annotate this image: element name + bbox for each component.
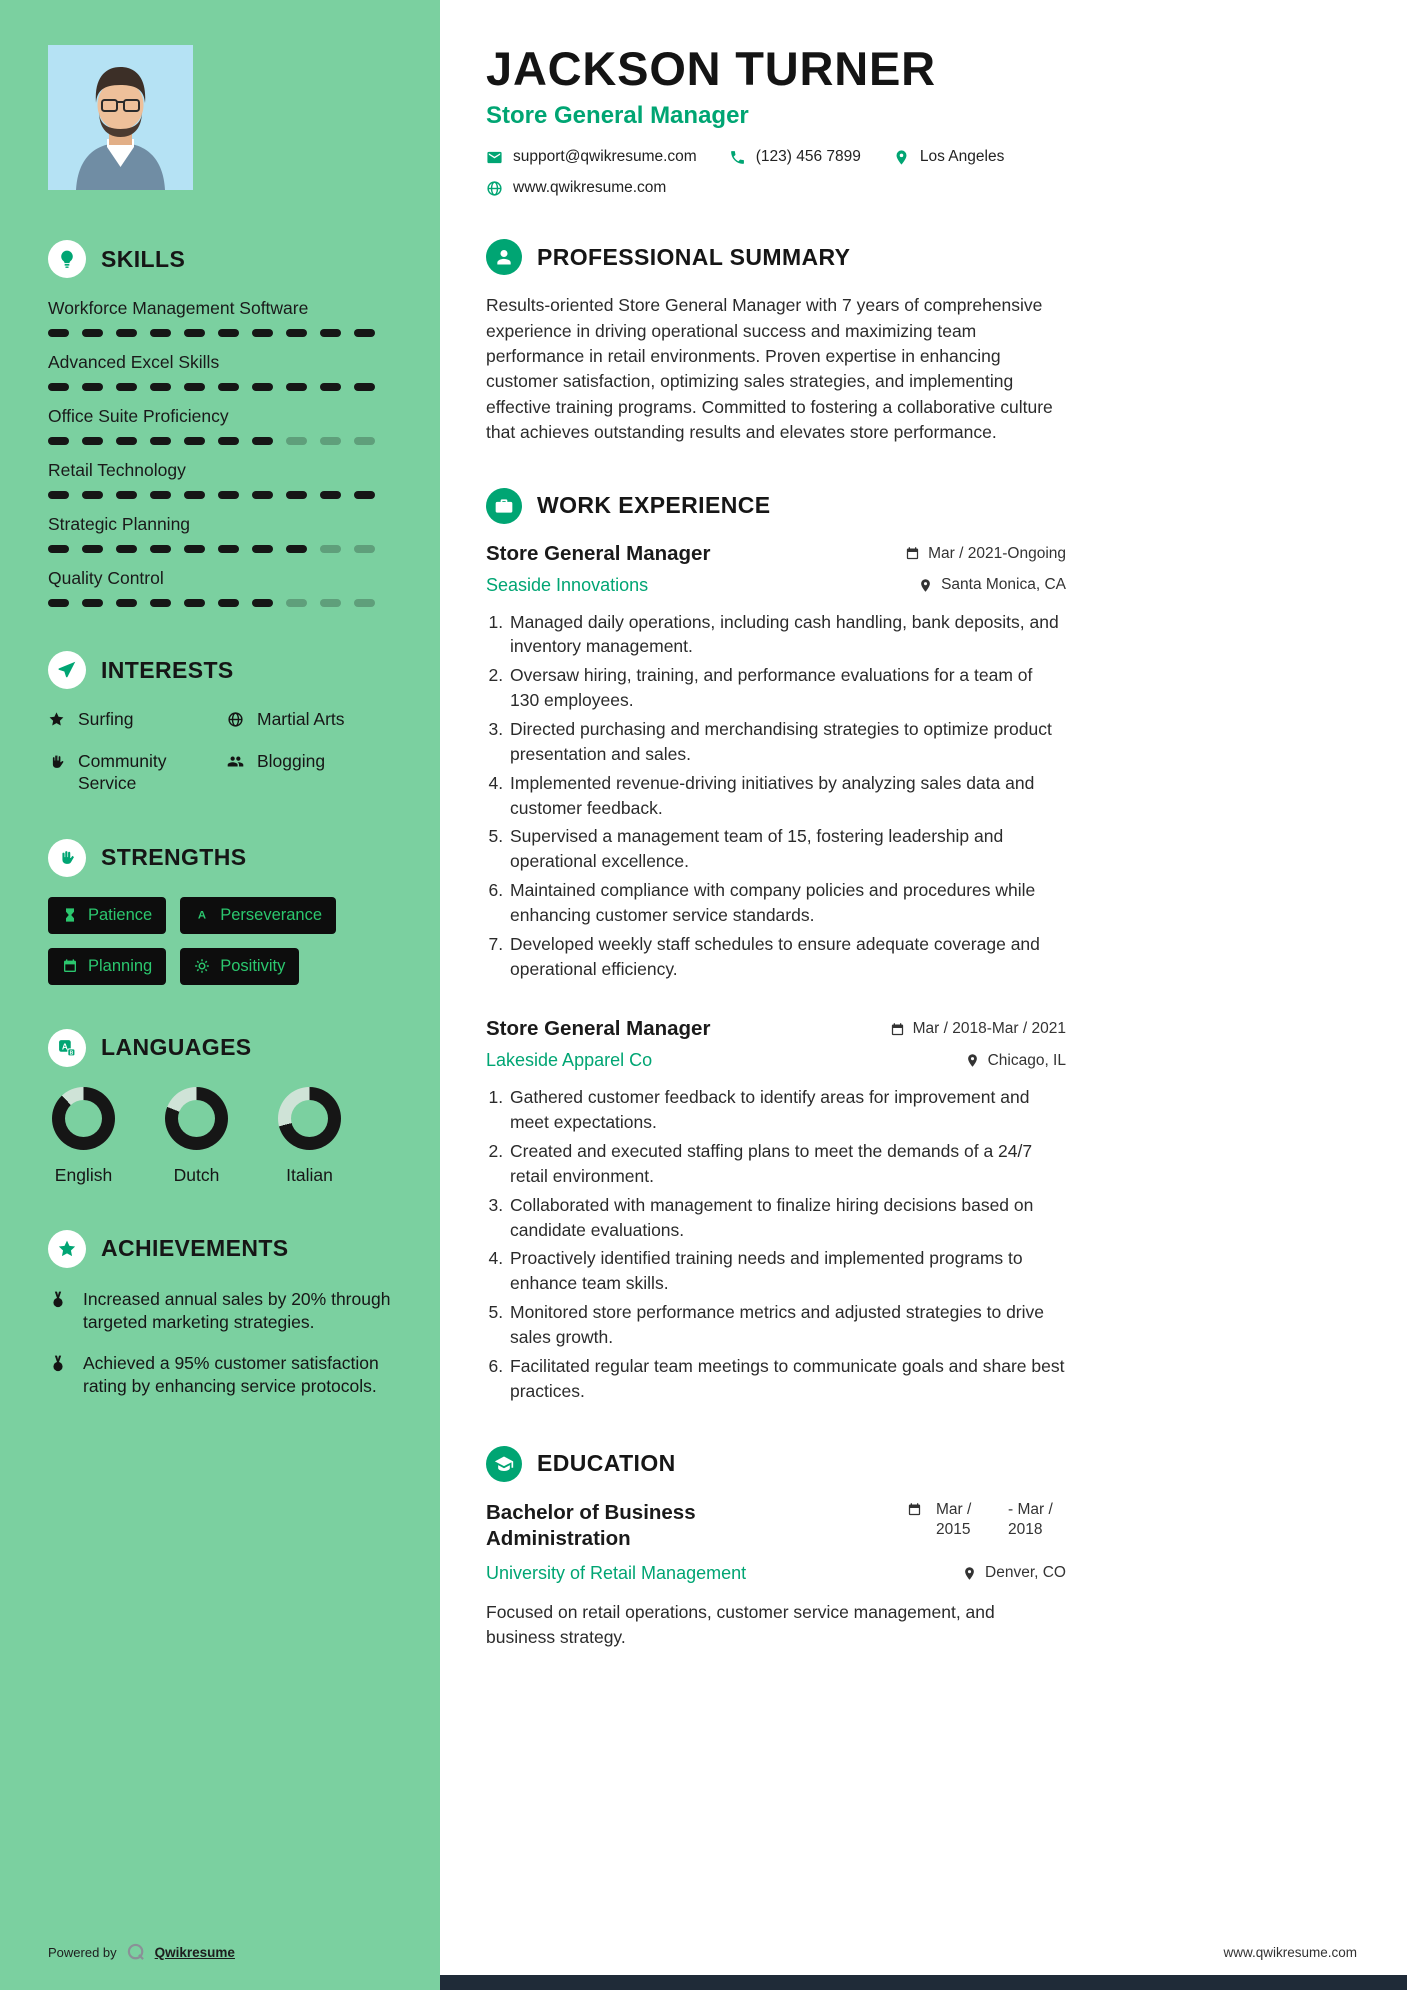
hourglass-icon — [62, 907, 78, 923]
skill-dash — [320, 437, 341, 445]
skill-dash — [82, 545, 103, 553]
skill-dash — [116, 329, 137, 337]
bottom-accent-bar — [440, 1975, 1407, 1990]
skill-label: Office Suite Proficiency — [48, 406, 229, 426]
job-dates — [890, 1020, 1066, 1038]
skill-dash — [286, 329, 307, 337]
skills-list — [48, 298, 396, 607]
skill-dash — [286, 383, 307, 391]
skill-dash — [116, 491, 137, 499]
achievement-item — [48, 1352, 396, 1399]
skill-dash — [184, 437, 205, 445]
job-bullet: 2. Oversaw hiring, training, and performance evaluations for a team of 130 employees. — [508, 663, 1066, 713]
skill-dash — [184, 545, 205, 553]
contact-email[interactable] — [486, 148, 697, 166]
skill-dash — [218, 437, 239, 445]
summary-heading: PROFESSIONAL SUMMARY — [537, 243, 851, 270]
skill-item — [48, 568, 396, 607]
job-company: Seaside Innovations — [486, 574, 649, 595]
translate-icon — [48, 1029, 86, 1067]
job-location-text: Santa Monica, CA — [941, 576, 1066, 594]
job-dates-text: Mar / 2021-Ongoing — [928, 544, 1066, 562]
skill-item — [48, 514, 396, 553]
job-bullet: 3. Directed purchasing and merchandising strategies to optimize product presentation and sales. — [508, 717, 1066, 767]
skill-dash — [150, 545, 171, 553]
strengths-heading: STRENGTHS — [101, 844, 247, 871]
interest-item — [227, 751, 396, 795]
skill-dash — [354, 383, 375, 391]
users-icon — [227, 753, 244, 770]
education-date-start: Mar / 2015 — [936, 1500, 972, 1539]
skill-dash — [218, 545, 239, 553]
contact-phone[interactable] — [729, 148, 861, 166]
pin-icon — [918, 578, 933, 593]
language-item — [165, 1087, 228, 1186]
languages-heading: LANGUAGES — [101, 1034, 252, 1061]
skill-dash — [320, 329, 341, 337]
skill-dash — [218, 599, 239, 607]
skill-dash — [354, 437, 375, 445]
skill-dash — [354, 329, 375, 337]
calendar-icon — [890, 1022, 905, 1037]
achievements-heading: ACHIEVEMENTS — [101, 1235, 289, 1262]
job-location — [965, 1052, 1066, 1070]
powered-by-label: Powered by — [48, 1944, 117, 1960]
summary-section — [486, 239, 1066, 445]
skill-dash — [82, 437, 103, 445]
location-text: Los Angeles — [919, 148, 1005, 166]
profile-photo — [48, 45, 193, 190]
interest-label: Blogging — [257, 750, 326, 771]
email-text: support@qwikresume.com — [513, 148, 697, 166]
education-location-text: Denver, CO — [985, 1564, 1066, 1582]
contact-row — [486, 148, 1066, 166]
qwikresume-logo-icon — [126, 1942, 146, 1962]
main-content — [440, 0, 1407, 1990]
skill-dash — [252, 437, 273, 445]
interests-heading: INTERESTS — [101, 656, 234, 683]
gear-icon — [194, 958, 210, 974]
strength-badge — [180, 948, 299, 985]
education-dates — [907, 1500, 1066, 1542]
calendar-icon — [62, 958, 78, 974]
skill-dash — [184, 383, 205, 391]
experience-section — [486, 488, 1066, 1404]
skill-label: Advanced Excel Skills — [48, 352, 220, 372]
skill-level-bar — [48, 545, 396, 553]
strength-badge — [48, 948, 166, 985]
job-bullet: 4. Proactively identified training needs and implemented programs to enhance team skills. — [508, 1246, 1066, 1296]
skill-item — [48, 460, 396, 499]
interest-item — [227, 709, 396, 731]
skill-dash — [48, 599, 69, 607]
person-icon — [486, 239, 522, 275]
skill-level-bar — [48, 437, 396, 445]
job-bullets — [486, 610, 1066, 982]
skill-dash — [286, 545, 307, 553]
qwikresume-brand-link[interactable]: Qwikresume — [154, 1944, 235, 1960]
skill-dash — [48, 491, 69, 499]
candidate-job-title: Store General Manager — [486, 102, 749, 130]
skill-dash — [354, 545, 375, 553]
languages-list — [48, 1087, 396, 1186]
strength-label: Planning — [88, 956, 153, 975]
job-location-text: Chicago, IL — [987, 1051, 1066, 1069]
phone-icon — [729, 149, 746, 166]
skill-dash — [82, 383, 103, 391]
job-bullet: 2. Created and executed staffing plans to meet the demands of a 24/7 retail environment. — [508, 1139, 1066, 1189]
skill-dash — [184, 491, 205, 499]
achievements-list — [48, 1288, 396, 1399]
job-title: Store General Manager — [486, 541, 711, 565]
strength-badge — [48, 897, 166, 934]
skill-dash — [150, 383, 171, 391]
strength-badge — [180, 897, 336, 934]
skill-level-bar — [48, 329, 396, 337]
fist-icon — [48, 839, 86, 877]
skill-dash — [48, 329, 69, 337]
contact-row-website — [486, 179, 1066, 197]
interests-section — [48, 651, 396, 795]
skill-dash — [354, 491, 375, 499]
medal-icon — [48, 1354, 68, 1374]
skill-dash — [286, 437, 307, 445]
job-bullet: 1. Gathered customer feedback to identify areas for improvement and meet expectations. — [508, 1085, 1066, 1135]
skills-section — [48, 240, 396, 607]
job-dates — [905, 545, 1066, 563]
skill-dash — [320, 491, 341, 499]
medal-icon — [48, 1290, 68, 1310]
interests-list — [48, 709, 396, 795]
strength-label: Positivity — [220, 956, 286, 975]
skill-dash — [48, 383, 69, 391]
strength-label: Perseverance — [220, 905, 323, 924]
job-bullet: 3. Collaborated with management to finalize hiring decisions based on candidate evaluations. — [508, 1193, 1066, 1243]
skills-heading: SKILLS — [101, 245, 186, 272]
skill-dash — [320, 383, 341, 391]
skill-dash — [252, 545, 273, 553]
education-date-end: - Mar / 2018 — [1008, 1500, 1053, 1539]
achievement-text: Increased annual sales by 20% through targeted marketing strategies. — [83, 1288, 391, 1332]
envelope-icon — [486, 149, 503, 166]
star-icon — [48, 1230, 86, 1268]
graduation-icon — [486, 1446, 522, 1482]
language-donut — [278, 1087, 341, 1150]
education-heading: EDUCATION — [537, 1450, 676, 1477]
languages-section — [48, 1029, 396, 1186]
language-item — [52, 1087, 115, 1186]
bulb-icon — [48, 240, 86, 278]
job-bullet: 5. Monitored store performance metrics and adjusted strategies to drive sales growth. — [508, 1300, 1066, 1350]
skill-dash — [218, 383, 239, 391]
font-icon — [194, 907, 210, 923]
achievement-text: Achieved a 95% customer satisfaction rating by enhancing service protocols. — [83, 1353, 379, 1397]
footer-website-link[interactable]: www.qwikresume.com — [1223, 1945, 1357, 1960]
job-bullet: 7. Developed weekly staff schedules to ensure adequate coverage and operational efficiency. — [508, 932, 1066, 982]
skill-dash — [116, 383, 137, 391]
job-location — [918, 576, 1066, 594]
website-text: www.qwikresume.com — [513, 179, 667, 197]
skill-dash — [286, 599, 307, 607]
interest-label: Community Service — [78, 750, 167, 793]
skill-dash — [252, 599, 273, 607]
skill-dash — [116, 545, 137, 553]
job-entry — [486, 1017, 1066, 1403]
skill-label: Workforce Management Software — [48, 298, 309, 318]
skill-level-bar — [48, 491, 396, 499]
sidebar — [0, 0, 440, 1990]
education-school: University of Retail Management — [486, 1562, 747, 1583]
summary-text: Results-oriented Store General Manager with 7 years of comprehensive experience in driving operational success and maximizing team performance in retail environments. Proven expertise in enhancing customer satisfaction, optimizing sales strategies, and implementing effective training programs. Committed to fostering a collaborative culture that achieves outstanding results and elevates store performance. — [486, 295, 1053, 443]
achievement-item — [48, 1288, 396, 1335]
education-location — [962, 1564, 1066, 1582]
phone-text: (123) 456 7899 — [755, 148, 861, 166]
interest-label: Martial Arts — [257, 709, 345, 729]
star-icon — [48, 711, 65, 728]
achievements-section — [48, 1230, 396, 1399]
globe-icon — [486, 180, 503, 197]
skill-dash — [218, 491, 239, 499]
skill-item — [48, 298, 396, 337]
job-bullet: 5. Supervised a management team of 15, fostering leadership and operational excellence. — [508, 824, 1066, 874]
language-donut — [52, 1087, 115, 1150]
education-section — [486, 1446, 1066, 1651]
paper-plane-icon — [48, 651, 86, 689]
skill-dash — [150, 437, 171, 445]
interest-item — [48, 751, 217, 795]
profile-photo-illustration — [48, 45, 193, 190]
language-label: English — [54, 1164, 113, 1185]
calendar-icon — [907, 1502, 922, 1517]
skill-item — [48, 406, 396, 445]
briefcase-icon — [486, 488, 522, 524]
skill-dash — [48, 437, 69, 445]
map-pin-icon — [893, 149, 910, 166]
skill-dash — [82, 491, 103, 499]
skill-dash — [354, 599, 375, 607]
skill-dash — [252, 383, 273, 391]
skill-dash — [48, 545, 69, 553]
skill-dash — [82, 329, 103, 337]
skill-label: Quality Control — [48, 568, 164, 588]
globe-icon — [227, 711, 244, 728]
interest-item — [48, 709, 217, 731]
map-pin-icon — [962, 1566, 977, 1581]
strengths-section — [48, 839, 396, 985]
interest-label: Surfing — [78, 709, 134, 729]
skill-dash — [150, 329, 171, 337]
skill-dash — [184, 329, 205, 337]
strengths-list — [48, 897, 396, 985]
skill-dash — [286, 491, 307, 499]
contact-location — [893, 148, 1004, 166]
job-title: Store General Manager — [486, 1017, 711, 1041]
job-bullet: 1. Managed daily operations, including cash handling, bank deposits, and inventory management. — [508, 610, 1066, 660]
pin-icon — [965, 1053, 980, 1068]
jobs-list — [486, 542, 1066, 1404]
skill-dash — [150, 599, 171, 607]
powered-by — [48, 1942, 235, 1962]
experience-heading: WORK EXPERIENCE — [537, 492, 771, 519]
job-dates-text: Mar / 2018-Mar / 2021 — [912, 1020, 1066, 1038]
skill-dash — [218, 329, 239, 337]
candidate-name: JACKSON TURNER — [486, 42, 936, 95]
skill-dash — [184, 599, 205, 607]
job-bullets — [486, 1085, 1066, 1403]
language-donut — [165, 1087, 228, 1150]
job-company: Lakeside Apparel Co — [486, 1050, 653, 1071]
skill-dash — [116, 437, 137, 445]
education-description: Focused on retail operations, customer service management, and business strategy. — [486, 1601, 995, 1648]
skill-level-bar — [48, 383, 396, 391]
calendar-icon — [905, 546, 920, 561]
contact-website[interactable] — [486, 179, 666, 197]
hand-icon — [48, 753, 65, 770]
skill-dash — [252, 329, 273, 337]
skill-dash — [150, 491, 171, 499]
skill-label: Strategic Planning — [48, 514, 191, 534]
skill-dash — [82, 599, 103, 607]
language-label: Dutch — [173, 1164, 220, 1185]
skill-dash — [320, 545, 341, 553]
job-entry — [486, 542, 1066, 982]
education-degree: Bachelor of Business Administration — [486, 1500, 696, 1551]
language-label: Italian — [286, 1164, 333, 1185]
job-bullet: 6. Maintained compliance with company policies and procedures while enhancing customer service standards. — [508, 878, 1066, 928]
skill-dash — [320, 599, 341, 607]
skill-level-bar — [48, 599, 396, 607]
strength-label: Patience — [88, 905, 153, 924]
skill-dash — [116, 599, 137, 607]
job-bullet: 6. Facilitated regular team meetings to communicate goals and share best practices. — [508, 1354, 1066, 1404]
language-item — [278, 1087, 341, 1186]
skill-item — [48, 352, 396, 391]
skill-dash — [252, 491, 273, 499]
skill-label: Retail Technology — [48, 460, 186, 480]
job-bullet: 4. Implemented revenue-driving initiatives by analyzing sales data and customer feedback. — [508, 771, 1066, 821]
